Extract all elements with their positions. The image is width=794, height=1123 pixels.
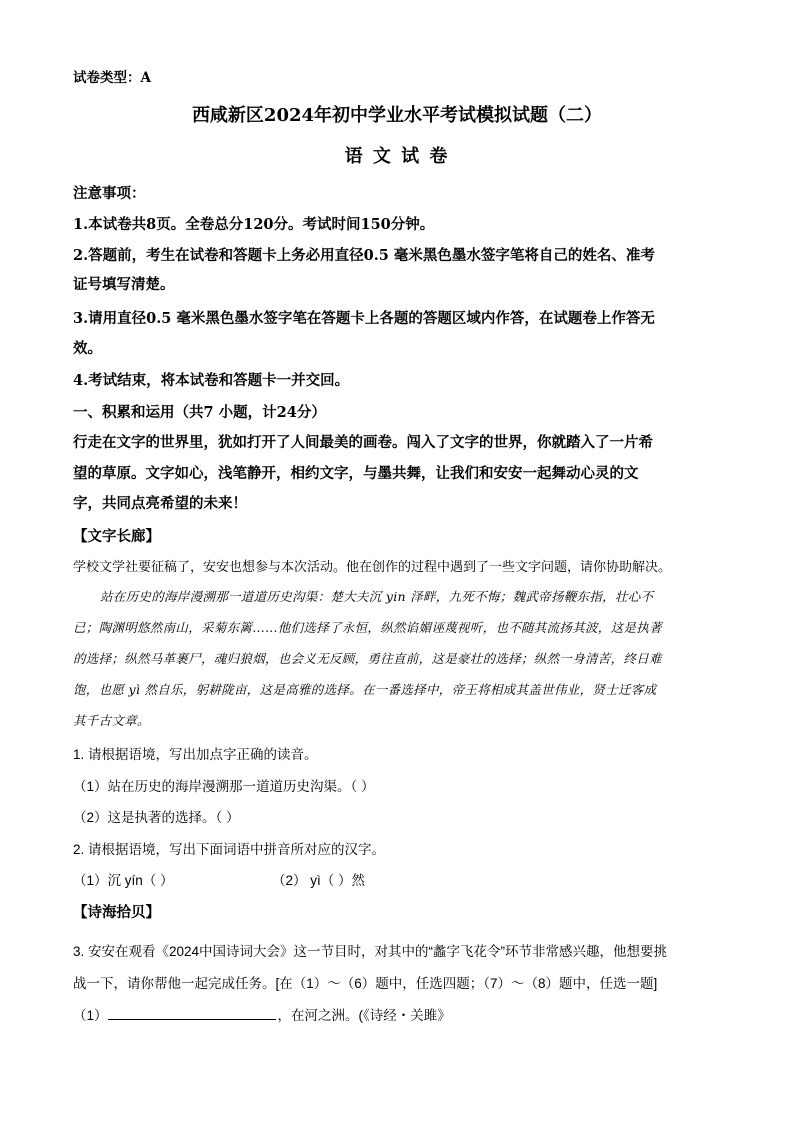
- poetry-heading: 【诗海拾贝】: [73, 904, 160, 921]
- section-1-intro-line-2: 望的草原。文字如心，浅笔静开，相约文字，与墨共舞，让我们和安安一起舞动心灵的文: [73, 465, 639, 482]
- section-1-intro-line-1: 行走在文字的世界里，犹如打开了人间最美的画卷。闯入了文字的世界，你就踏入了一片希: [73, 434, 653, 451]
- notes-item-2-line-2: 证号填写清楚。: [73, 276, 175, 293]
- question-1: 1. 请根据语境，写出加点字正确的读音。: [73, 747, 318, 762]
- section-1-intro-line-3: 字，共同点亮希望的未来！: [73, 495, 247, 512]
- passage-line-1: 站在历史的海岸漫溯那一道道历史沟渠：楚大夫沉 yin 泽畔，九死不悔；魏武帝扬鞭东指，壮心不: [100, 589, 654, 604]
- question-2-part-2: （2） yì（ ）然: [272, 873, 366, 888]
- question-1-part-1: （1）站在历史的海岸漫溯那一道道历史沟渠。（ ）: [73, 779, 375, 794]
- question-3-part-1-number: （1）: [73, 1008, 108, 1023]
- section-1-heading: 一、积累和运用（共7 小题，计24分）: [73, 404, 326, 421]
- notes-item-4: 4.考试结束，将本试卷和答题卡一并交回。: [73, 372, 350, 389]
- passage-line-3: 的选择；纵然马革裹尸，魂归狼烟，也会义无反顾，勇往直前，这是豪壮的选择；纵然一身清苦，终日难: [73, 651, 662, 666]
- question-3-line-1: 3. 安安在观看《2024中国诗词大会》这一节目时，对其中的“蠡字飞花令”环节非常感兴趣，他想要挑: [73, 944, 668, 959]
- passage-line-5: 其千古文章。: [73, 713, 150, 728]
- notes-heading: 注意事项：: [73, 185, 146, 202]
- corridor-lead: 学校文学社要征稿了，安安也想参与本次活动。他在创作的过程中遇到了一些文字问题，请你协助解决。: [73, 559, 672, 574]
- question-1-part-2: （2）这是执著的选择。（ ）: [73, 810, 240, 825]
- notes-item-3-line-2: 效。: [73, 340, 102, 357]
- question-3-part-1: [73, 1004, 451, 1024]
- question-3-line-2: 战一下，请你帮他一起完成任务。[在（1）～（6）题中，任选四题；（7）～（8）题中，任选一题]: [73, 976, 658, 991]
- paper-type: 试卷类型：A: [73, 70, 151, 86]
- corridor-heading: 【文字长廊】: [73, 528, 160, 545]
- question-2-part-1: （1）沉 yín（ ）: [73, 873, 174, 888]
- answer-blank[interactable]: [108, 1007, 276, 1020]
- question-3-part-1-suffix: ，在河之洲。(《诗经・关雎》: [277, 1008, 451, 1023]
- exam-title: 西咸新区2024年初中学业水平考试模拟试题（二）: [191, 105, 603, 126]
- question-2: 2. 请根据语境，写出下面词语中拼音所对应的汉字。: [73, 842, 386, 857]
- passage-line-4: 饱，也愿 yì 然自乐，躬耕陇亩，这是高雅的选择。在一番选择中，帝王将相成其盖世伟业，贤士迁客成: [73, 682, 657, 697]
- notes-item-1: 1.本试卷共8页。全卷总分120分。考试时间150分钟。: [73, 216, 435, 233]
- notes-item-2-line-1: 2.答题前，考生在试卷和答题卡上务必用直径0.5 毫米黑色墨水签字笔将自己的姓名、准考: [73, 247, 655, 264]
- notes-item-3-line-1: 3.请用直径0.5 毫米黑色墨水签字笔在答题卡上各题的答题区域内作答，在试题卷上作答无: [73, 310, 655, 327]
- passage-line-2: 已；陶渊明悠然南山，采菊东篱……他们选择了永恒，纵然谄媚诬蔑视听，也不随其流扬其波，这是执著: [73, 620, 662, 635]
- exam-subtitle: 语 文 试 卷: [344, 146, 450, 167]
